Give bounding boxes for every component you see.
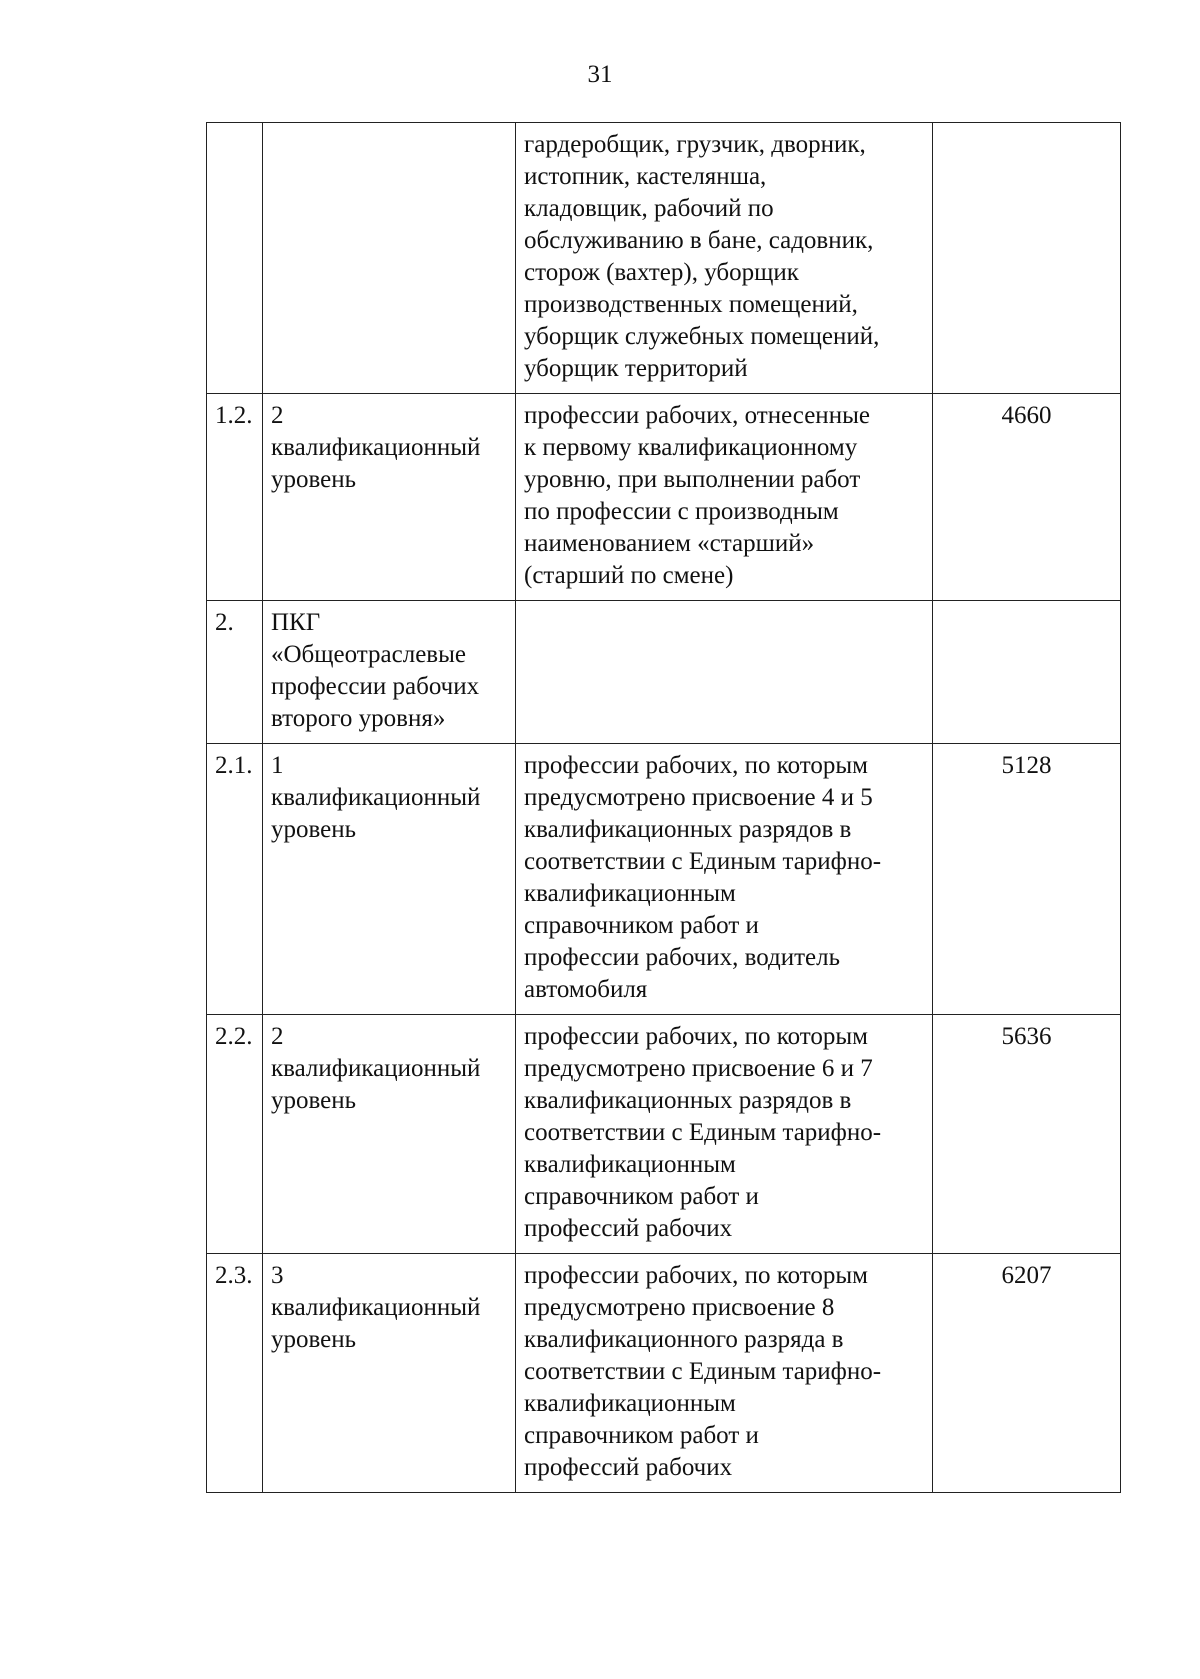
row-number-cell: 2.	[207, 601, 263, 744]
qualification-level-cell: 2 квалификационный уровень	[263, 1015, 516, 1254]
professions-cell: профессии рабочих, по которым предусмотрено присвоение 6 и 7 квалификационных разрядов в соответствии с Единым тарифно- квалификационным справочником работ и профессий рабочих	[516, 1015, 933, 1254]
table-row	[207, 601, 1121, 744]
table-row	[207, 1015, 1121, 1254]
table-row	[207, 123, 1121, 394]
salary-cell	[933, 123, 1121, 394]
salary-cell: 5636	[933, 1015, 1121, 1254]
professions-cell: профессии рабочих, по которым предусмотрено присвоение 4 и 5 квалификационных разрядов в соответствии с Единым тарифно- квалификационным справочником работ и профессии рабочих, водитель автомобиля	[516, 744, 933, 1015]
professions-cell	[516, 601, 933, 744]
group-name-cell: ПКГ «Общеотраслевые профессии рабочих второго уровня»	[263, 601, 516, 744]
qualification-table	[206, 122, 1121, 1493]
row-number-cell: 2.3.	[207, 1254, 263, 1493]
table-row	[207, 1254, 1121, 1493]
row-number-cell: 1.2.	[207, 394, 263, 601]
table-row	[207, 394, 1121, 601]
salary-cell: 4660	[933, 394, 1121, 601]
qualification-level-cell: 1 квалификационный уровень	[263, 744, 516, 1015]
qualification-level-cell	[263, 123, 516, 394]
qualification-level-cell: 2 квалификационный уровень	[263, 394, 516, 601]
qualification-level-cell: 3 квалификационный уровень	[263, 1254, 516, 1493]
row-number-cell: 2.1.	[207, 744, 263, 1015]
salary-cell	[933, 601, 1121, 744]
page-number: 31	[587, 61, 613, 88]
salary-cell: 5128	[933, 744, 1121, 1015]
row-number-cell	[207, 123, 263, 394]
professions-cell: профессии рабочих, по которым предусмотрено присвоение 8 квалификационного разряда в соответствии с Единым тарифно- квалификационным справочником работ и профессий рабочих	[516, 1254, 933, 1493]
professions-cell: гардеробщик, грузчик, дворник, истопник, кастелянша, кладовщик, рабочий по обслуживанию в бане, садовник, сторож (вахтер), уборщик производственных помещений, уборщик служебных помещений, уборщик территорий	[516, 123, 933, 394]
table-row	[207, 744, 1121, 1015]
salary-cell: 6207	[933, 1254, 1121, 1493]
row-number-cell: 2.2.	[207, 1015, 263, 1254]
professions-cell: профессии рабочих, отнесенные к первому квалификационному уровню, при выполнении работ по профессии с производным наименованием «старший» (старший по смене)	[516, 394, 933, 601]
